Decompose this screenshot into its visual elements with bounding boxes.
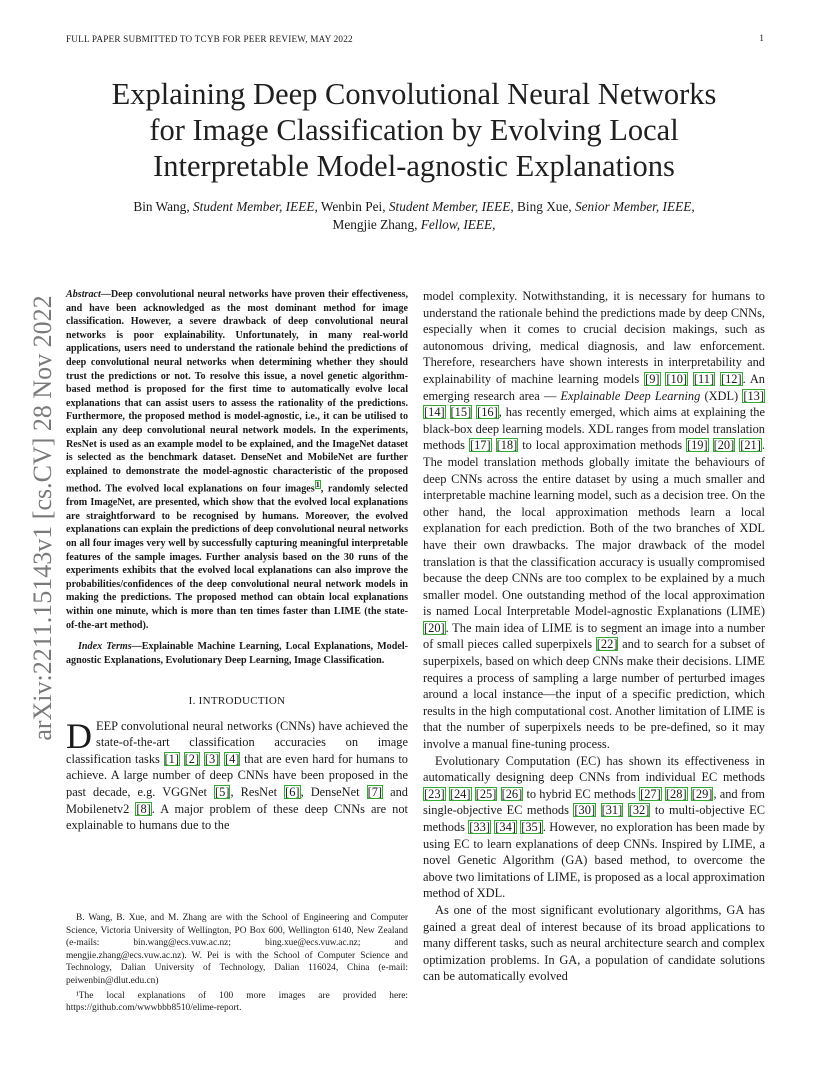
author-name: Mengjie Zhang,: [332, 217, 421, 232]
footnote-1: ¹The local explanations of 100 more images are provided here: https://github.com/wwwbbb8510/elime-report.: [66, 990, 408, 1014]
citation-link[interactable]: [2]: [184, 751, 200, 766]
abstract-text: —Deep convolutional neural networks have proven their effectiveness, and have been acknowledged as the most dominant method for image classification. However, a severe drawback of deep convolutional neural networks is poor explainability. Unfortunately, in many real-world applications, users need to understand the rationale behind the predictions of deep convolutional neural networks when determining whether they should trust the predictions or not. To resolve this issue, a novel genetic algorithm-based method is proposed for the first time to automatically evolve local explanations that can assist users to assess the rationality of the predictions. Furthermore, the proposed method is model-agnostic, i.e., it can be utilised to explain any deep convolutional neural network models. In the experiments, ResNet is used as an example model to be explained, and the ImageNet dataset is selected as the benchmark dataset. DenseNet and MobileNet are further explained to demonstrate the model-agnostic characteristic of the proposed method. The evolved local explanations on four images: [66, 289, 408, 495]
text-run: to multi-objective EC methods: [423, 803, 765, 834]
citation-link[interactable]: [19]: [686, 438, 708, 453]
emphasis: Explainable Deep Learning: [560, 388, 701, 403]
page-number: 1: [759, 34, 764, 44]
abstract: [66, 288, 408, 632]
text-run: . However, no exploration has been made by using EC to learn explanations of deep CNNs. Inspired by LIME, a novel Genetic Algorithm (GA) based method, to overcome the above two limitations of LIME, is proposed as a local approximation method of XDL.: [423, 820, 765, 901]
text-run: , and from single-objective EC methods: [423, 786, 765, 818]
title-line: Interpretable Model-agnostic Explanations: [153, 149, 675, 183]
author-name: Bin Wang,: [133, 199, 193, 214]
right-column: [423, 288, 765, 985]
body-paragraph: [423, 753, 765, 902]
section-title: I. INTRODUCTION: [188, 695, 286, 708]
abstract-text: , randomly selected from ImageNet, are presented, which show that the evolved local explanations are straightforward to be recognised by humans. Moreover, the evolved explanations can explain the predictions of deep convolutional neural networks on all four images very well by successfully capturing meaningful interpretable features of the sample images. Further analysis based on the 30 runs of the experiments exhibits that the evolved local explanations can also improve the probabilities/confidences of the deep convolutional neural network models in making the predictions. The proposed method can obtain local explanations within one minute, which is more than ten times faster than LIME (the state-of-the-art method).: [66, 483, 408, 631]
citation-link[interactable]: [15]: [450, 405, 472, 420]
intro-paragraph: [66, 715, 408, 834]
citation-link[interactable]: [27]: [640, 786, 661, 801]
author-role: Senior Member, IEEE,: [575, 199, 695, 214]
text-run: model complexity. Notwithstanding, it is necessary for humans to understand the rationale behind the predictions made by deep CNNs, especially when it comes to crucial decision makings, such as autonomous driving, medical diagnosis, and law enforcement. Therefore, researchers have shown interests in interpretability and explainability of machine learning models: [423, 289, 765, 386]
dropcap: D: [66, 715, 92, 756]
footnote-link[interactable]: 1: [315, 480, 320, 490]
text-run: , DenseNet: [300, 784, 367, 799]
author-role: Fellow, IEEE,: [420, 217, 496, 232]
text-run: that are even hard for humans to achieve. A large number of deep CNNs have been proposed in the past decade, e.g. VGGNet: [66, 751, 408, 799]
body-paragraph: [423, 288, 765, 753]
text-run: (XDL): [700, 388, 743, 403]
citation-link[interactable]: [32]: [628, 803, 650, 818]
citation-link[interactable]: [11]: [693, 371, 715, 386]
abstract-lead: Abstract: [66, 289, 101, 300]
author-name: Wenbin Pei,: [317, 199, 389, 214]
citation-link[interactable]: [34]: [495, 820, 516, 834]
citation-link[interactable]: [7]: [367, 784, 383, 799]
citation-link[interactable]: [16]: [477, 405, 498, 420]
citation-link[interactable]: [30]: [574, 803, 596, 818]
citation-link[interactable]: [12]: [720, 371, 742, 386]
paper-title: [40, 76, 788, 184]
citation-link[interactable]: [20]: [713, 438, 735, 453]
citation-link[interactable]: [1]: [164, 751, 179, 766]
text-run: to hybrid EC methods: [523, 786, 640, 801]
text-run: . A major problem of these deep CNNs are not explainable to humans due to the: [66, 801, 408, 833]
arxiv-id-text: arXiv:2211.15143v1 [cs.CV] 28 Nov 2022: [28, 295, 57, 741]
citation-link[interactable]: [13]: [743, 388, 764, 403]
citation-link[interactable]: [35]: [521, 820, 542, 834]
citation-link[interactable]: [8]: [136, 801, 151, 816]
citation-link[interactable]: [24]: [449, 786, 471, 801]
citation-link[interactable]: [14]: [424, 405, 445, 420]
text-run: . The main idea of LIME is to segment an image into a number of small pieces called superpixels: [423, 620, 765, 652]
author-list: [40, 198, 788, 234]
index-terms: [66, 640, 408, 667]
citation-link[interactable]: [29]: [691, 786, 713, 801]
author-name: Bing Xue,: [513, 199, 575, 214]
citation-link[interactable]: [28]: [665, 786, 687, 801]
author-role: Student Member, IEEE,: [388, 199, 514, 214]
citation-link[interactable]: [18]: [496, 438, 518, 453]
left-column: [66, 288, 408, 834]
citation-link[interactable]: [33]: [469, 820, 490, 834]
citation-link[interactable]: [9]: [645, 371, 660, 386]
citation-link[interactable]: [6]: [285, 784, 300, 799]
citation-link[interactable]: [31]: [601, 803, 623, 818]
title-line: Explaining Deep Convolutional Neural Networks: [111, 77, 717, 111]
text-run: to local approximation methods: [518, 438, 686, 453]
citation-link[interactable]: [4]: [224, 751, 240, 766]
text-run: Evolutionary Computation (EC) has shown its effectiveness in automatically designing deep CNNs from individual EC methods: [423, 753, 765, 785]
citation-link[interactable]: [26]: [501, 786, 523, 801]
citation-link[interactable]: [25]: [475, 786, 497, 801]
text-run: EEP convolutional neural networks (CNNs) have achieved the state-of-the-art classification accuracies on image classification tasks: [66, 718, 408, 766]
citation-link[interactable]: [20]: [424, 620, 445, 635]
text-run: , ResNet: [230, 784, 285, 799]
affiliation-footnote: B. Wang, B. Xue, and M. Zhang are with the School of Engineering and Computer Science, Victoria University of Wellington, PO Box 600, Wellington 6140, New Zealand (e-mails: bin.wang@ecs.vuw.ac.nz; bing.xue@ecs.vuw.ac.nz; and mengjie.zhang@ecs.vuw.ac.nz). W. Pei is with the School of Computer Science and Technology, Dalian University of Technology, Dalian 116024, China (e-mail: peiwenbin@dlut.edu.cn): [66, 913, 408, 986]
footnotes: [66, 912, 408, 1017]
index-terms-lead: Index Terms: [78, 641, 132, 653]
title-line: for Image Classification by Evolving Local: [149, 113, 679, 147]
author-role: Student Member, IEEE,: [192, 199, 318, 214]
text-run: , has recently emerged, which aims at explaining the black-box deep learning models. XDL ranges from model translation methods: [423, 405, 765, 453]
citation-link[interactable]: [21]: [740, 438, 761, 453]
text-run: . The model translation methods globally imitate the behaviours of deep CNNs across the entire dataset by using a much smaller and interpretable machine learning model, such as a decision tree. On the other hand, the local approximation methods learn a local explanation for each prediction. Both of the two branches of XDL have their own drawbacks. The major drawback of the model translation is that the classification accuracy is usually compromised because the deep CNNs are too complex to be explained by a much smaller model. One outstanding method of the local approximation is named Local Interpretable Model-agnostic Explanations (LIME): [423, 438, 765, 619]
citation-link[interactable]: [3]: [204, 751, 220, 766]
index-terms-text: —Explainable Machine Learning, Local Explanations, Model-agnostic Explanations, Evolutionary Deep Learning, Image Classification.: [66, 641, 408, 666]
citation-link[interactable]: [23]: [424, 786, 445, 801]
citation-link[interactable]: [5]: [215, 784, 230, 799]
running-header: FULL PAPER SUBMITTED TO TCYB FOR PEER REVIEW, MAY 2022: [66, 34, 353, 44]
text-run: and Mobilenetv2: [66, 784, 408, 816]
body-paragraph: As one of the most significant evolutionary algorithms, GA has gained a great deal of interest because of its broad applications to many different tasks, such as neural architecture search and complex optimization problems. In GA, a population of candidate solutions can be automatically evolved: [423, 902, 765, 984]
text-run: and to search for a subset of superpixels, based on which deep CNNs make their decisions. LIME requires a process of sampling a large number of perturbed images around a local instance—the input of a specific prediction, which results in the high computational cost. Another limitation of LIME is that the number of superpixels needs to be pre-defined, so it may involve a manual fine-tuning process.: [423, 637, 765, 752]
citation-link[interactable]: [10]: [666, 371, 688, 386]
citation-link[interactable]: [17]: [469, 438, 491, 453]
citation-link[interactable]: [22]: [596, 637, 618, 652]
arxiv-identifier: [19, 278, 59, 758]
text-run: . An emerging research area —: [423, 371, 765, 403]
